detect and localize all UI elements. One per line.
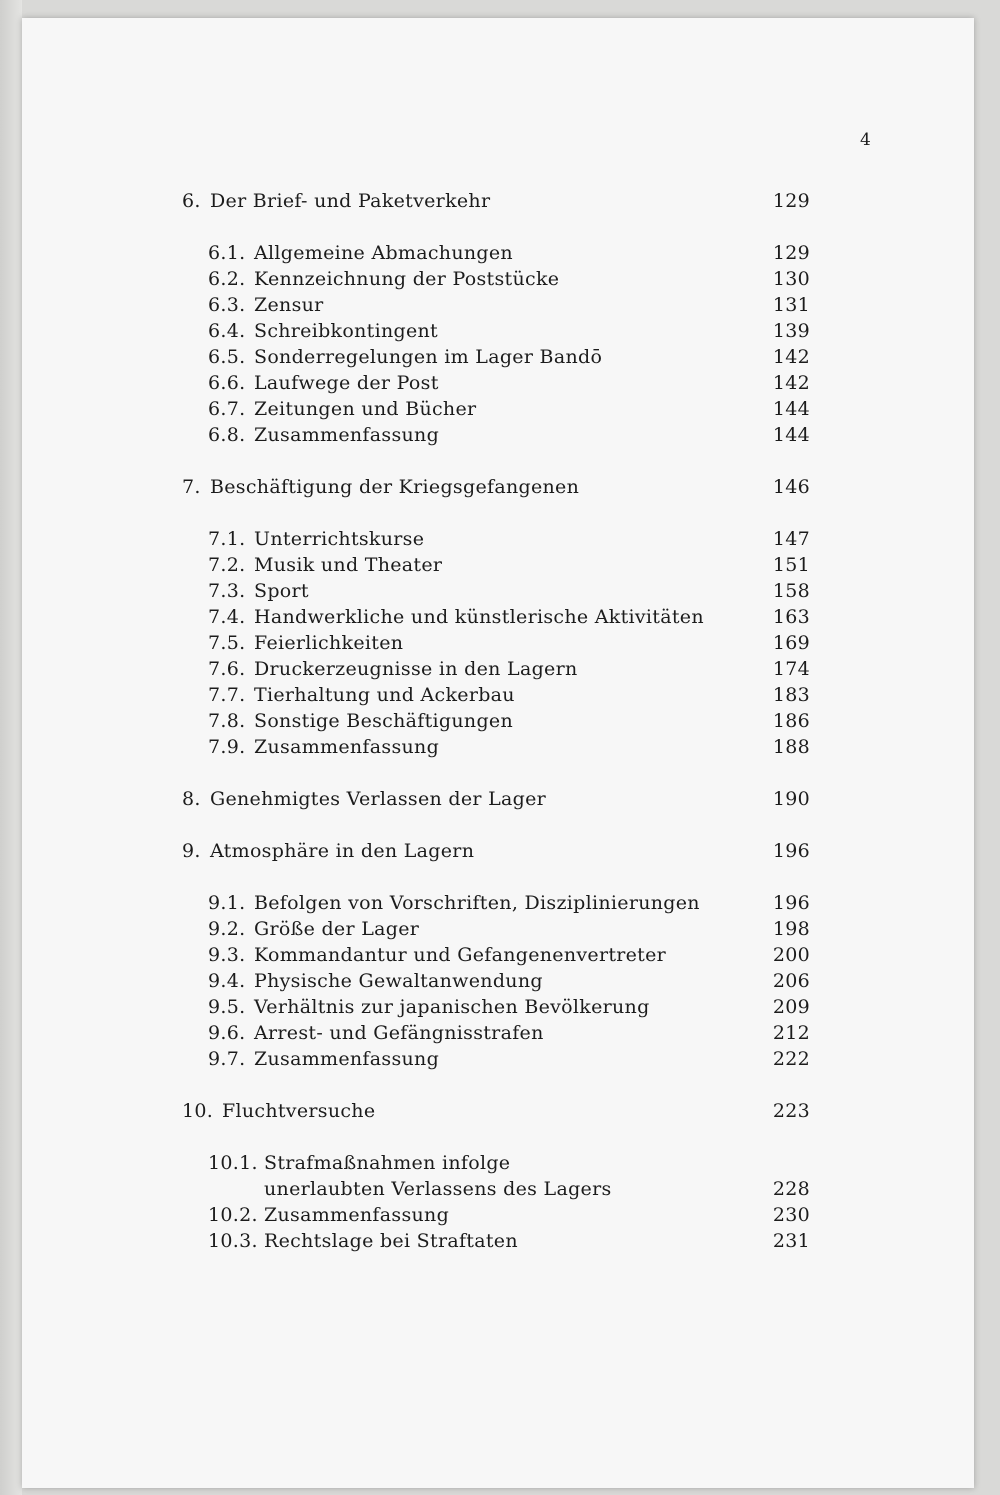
entry-title [254, 266, 559, 292]
entry-number: 9. [182, 840, 201, 862]
toc-section-entry [182, 1020, 822, 1046]
entry-title [254, 370, 439, 396]
entry-number: 6.1. [208, 242, 246, 264]
toc-section-entry [182, 968, 822, 994]
entry-title [254, 682, 515, 708]
entry-title [222, 1098, 375, 1124]
entry-page-number: 151 [772, 554, 810, 576]
toc-section-entry [182, 318, 822, 344]
entry-page-number: 209 [772, 996, 810, 1018]
entry-title [254, 734, 439, 760]
entry-page-number: 200 [772, 944, 810, 966]
toc-section-entry [182, 942, 822, 968]
entry-title-line: Arrest- und Gefängnisstrafen [254, 1022, 544, 1044]
entry-title [254, 1046, 439, 1072]
entry-title [254, 1020, 544, 1046]
entry-title [254, 916, 419, 942]
entry-number: 9.6. [208, 1022, 246, 1044]
entry-title-line: Größe der Lager [254, 918, 420, 940]
toc-section-entry [182, 604, 822, 630]
entry-page-number: 222 [772, 1048, 810, 1070]
entry-title [210, 838, 474, 864]
entry-title [264, 1202, 449, 1228]
entry-title [254, 344, 602, 370]
entry-title [254, 604, 704, 630]
entry-number: 6. [182, 190, 201, 212]
entry-page-number: 186 [772, 710, 810, 732]
entry-page-number: 230 [772, 1204, 810, 1226]
toc-section-entry [182, 266, 822, 292]
toc-section-entry [182, 1150, 822, 1202]
entry-number: 6.5. [208, 346, 246, 368]
entry-page-number: 158 [772, 580, 810, 602]
book-page [22, 18, 974, 1488]
toc-section-entry [182, 526, 822, 552]
entry-page-number: 231 [772, 1230, 810, 1252]
toc-section-entry [182, 890, 822, 916]
entry-page-number: 228 [772, 1178, 810, 1200]
toc-section-entry [182, 396, 822, 422]
entry-number: 6.3. [208, 294, 246, 316]
entry-title-line: Zusammenfassung [254, 1048, 440, 1070]
toc-section-entry [182, 734, 822, 760]
entry-title [254, 656, 578, 682]
entry-title-line: Zeitungen und Bücher [254, 398, 477, 420]
entry-number: 6.6. [208, 372, 246, 394]
page-number: 4 [860, 130, 871, 150]
entry-number: 9.5. [208, 996, 246, 1018]
entry-title-line: Druckerzeugnisse in den Lagern [254, 658, 578, 680]
entry-title-line: Rechtslage bei Straftaten [264, 1230, 518, 1252]
entry-number: 9.3. [208, 944, 246, 966]
entry-number: 7.1. [208, 528, 246, 550]
entry-title [254, 396, 476, 422]
entry-title [254, 968, 543, 994]
toc-section-entry [182, 656, 822, 682]
entry-title [264, 1150, 612, 1202]
entry-title-line: Physische Gewaltanwendung [254, 970, 543, 992]
entry-page-number: 188 [772, 736, 810, 758]
entry-number: 7.7. [208, 684, 246, 706]
toc-chapter-entry [182, 188, 822, 214]
entry-page-number: 190 [772, 788, 810, 810]
entry-page-number: 129 [772, 190, 810, 212]
entry-number: 6.4. [208, 320, 246, 342]
table-of-contents [182, 188, 822, 1254]
background-edge [0, 0, 22, 1495]
entry-title-line: Handwerkliche und künstlerische Aktivitäten [254, 606, 704, 628]
toc-section-entry [182, 422, 822, 448]
toc-section-entry [182, 1202, 822, 1228]
toc-section-entry [182, 370, 822, 396]
entry-title-line: Schreibkontingent [254, 320, 438, 342]
toc-section-entry [182, 292, 822, 318]
entry-page-number: 169 [772, 632, 810, 654]
toc-section-entry [182, 578, 822, 604]
entry-title-line: Strafmaßnahmen infolge [264, 1152, 511, 1174]
toc-section-entry [182, 552, 822, 578]
toc-chapter-entry [182, 786, 822, 812]
entry-number: 10.2. [208, 1204, 258, 1226]
entry-title [254, 890, 700, 916]
toc-section-entry [182, 1228, 822, 1254]
entry-title [254, 578, 309, 604]
entry-title-line: Zusammenfassung [254, 736, 440, 758]
entry-title [264, 1228, 518, 1254]
toc-section-entry [182, 344, 822, 370]
entry-number: 7.9. [208, 736, 246, 758]
entry-number: 10.3. [208, 1230, 258, 1252]
entry-number: 7.3. [208, 580, 246, 602]
entry-number: 6.8. [208, 424, 246, 446]
entry-title-line: Zusammenfassung [264, 1204, 450, 1226]
entry-title-line: Kennzeichnung der Poststücke [254, 268, 560, 290]
toc-section-entry [182, 682, 822, 708]
entry-title-line: Sonderregelungen im Lager Bandō [254, 346, 603, 368]
entry-title [254, 292, 324, 318]
entry-title-line: unerlaubten Verlassens des Lagers [264, 1178, 612, 1200]
entry-title-line: Laufwege der Post [254, 372, 439, 394]
entry-page-number: 144 [772, 424, 810, 446]
entry-page-number: 163 [772, 606, 810, 628]
entry-title-line: Musik und Theater [254, 554, 443, 576]
entry-title-line: Kommandantur und Gefangenenvertreter [254, 944, 667, 966]
entry-title [254, 630, 403, 656]
entry-page-number: 196 [772, 840, 810, 862]
entry-title-line: Genehmigtes Verlassen der Lager [210, 788, 547, 810]
entry-number: 7.2. [208, 554, 246, 576]
entry-title [254, 942, 666, 968]
entry-number: 8. [182, 788, 201, 810]
entry-title [210, 188, 490, 214]
entry-title-line: Sport [254, 580, 309, 602]
entry-page-number: 212 [772, 1022, 810, 1044]
entry-number: 9.2. [208, 918, 246, 940]
entry-page-number: 144 [772, 398, 810, 420]
entry-page-number: 146 [772, 476, 810, 498]
entry-page-number: 196 [772, 892, 810, 914]
entry-title-line: Verhältnis zur japanischen Bevölkerung [254, 996, 650, 1018]
entry-number: 7.5. [208, 632, 246, 654]
entry-number: 9.7. [208, 1048, 246, 1070]
entry-number: 9.4. [208, 970, 246, 992]
entry-page-number: 174 [772, 658, 810, 680]
toc-section-entry [182, 708, 822, 734]
entry-title-line: Allgemeine Abmachungen [254, 242, 513, 264]
entry-number: 6.7. [208, 398, 246, 420]
entry-page-number: 198 [772, 918, 810, 940]
entry-page-number: 142 [772, 346, 810, 368]
entry-number: 7.4. [208, 606, 246, 628]
entry-title-line: Sonstige Beschäftigungen [254, 710, 513, 732]
entry-title [254, 552, 442, 578]
toc-section-entry [182, 994, 822, 1020]
entry-title-line: Zensur [254, 294, 324, 316]
toc-section-entry [182, 630, 822, 656]
entry-title [254, 422, 439, 448]
entry-title-line: Befolgen von Vorschriften, Disziplinierungen [254, 892, 700, 914]
entry-title-line: Unterrichtskurse [254, 528, 425, 550]
entry-page-number: 129 [772, 242, 810, 264]
entry-page-number: 131 [772, 294, 810, 316]
entry-title-line: Feierlichkeiten [254, 632, 404, 654]
entry-title [210, 474, 579, 500]
entry-title [254, 994, 650, 1020]
entry-title [210, 786, 546, 812]
entry-title-line: Der Brief- und Paketverkehr [210, 190, 491, 212]
toc-section-entry [182, 240, 822, 266]
toc-chapter-entry [182, 1098, 822, 1124]
entry-number: 9.1. [208, 892, 246, 914]
entry-number: 7.6. [208, 658, 246, 680]
toc-section-entry [182, 916, 822, 942]
entry-page-number: 183 [772, 684, 810, 706]
entry-number: 6.2. [208, 268, 246, 290]
entry-page-number: 142 [772, 372, 810, 394]
entry-page-number: 139 [772, 320, 810, 342]
entry-page-number: 206 [772, 970, 810, 992]
entry-title [254, 708, 513, 734]
entry-title-line: Atmosphäre in den Lagern [210, 840, 475, 862]
entry-number: 10.1. [208, 1152, 258, 1174]
entry-title [254, 240, 513, 266]
entry-title-line: Beschäftigung der Kriegsgefangenen [210, 476, 580, 498]
entry-number: 7. [182, 476, 201, 498]
toc-section-entry [182, 1046, 822, 1072]
entry-title-line: Tierhaltung und Ackerbau [254, 684, 515, 706]
entry-number: 10. [182, 1100, 214, 1122]
entry-title-line: Fluchtversuche [222, 1100, 376, 1122]
entry-page-number: 130 [772, 268, 810, 290]
entry-title-line: Zusammenfassung [254, 424, 440, 446]
entry-page-number: 223 [772, 1100, 810, 1122]
entry-number: 7.8. [208, 710, 246, 732]
toc-chapter-entry [182, 474, 822, 500]
toc-chapter-entry [182, 838, 822, 864]
entry-page-number: 147 [772, 528, 810, 550]
entry-title [254, 318, 438, 344]
entry-title [254, 526, 424, 552]
